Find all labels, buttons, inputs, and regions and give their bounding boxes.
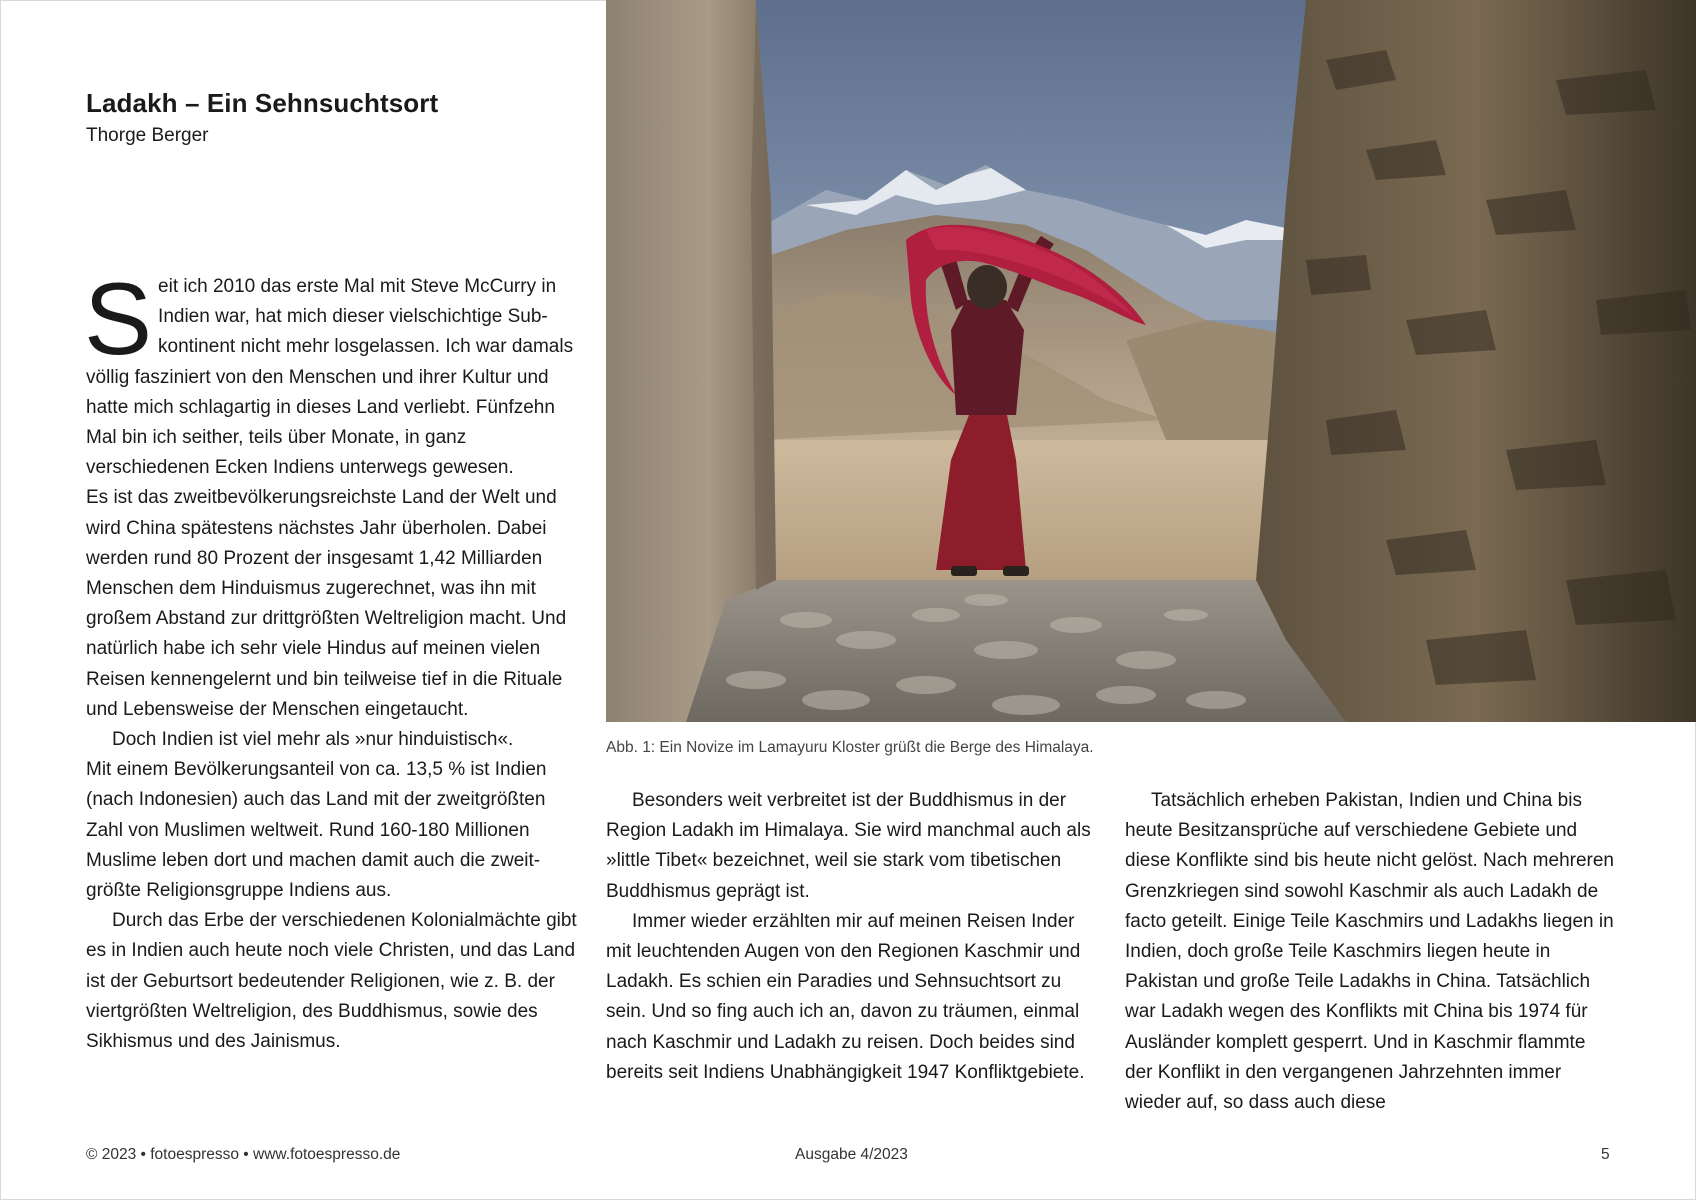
text-column-3 [1125, 786, 1615, 1118]
paragraph-1 [84, 262, 578, 483]
paragraph-3: Doch Indien ist viel mehr als »nur hinduistisch«. [112, 729, 514, 751]
figure-caption: Abb. 1: Ein Novize im Lamayuru Kloster grüßt die Berge des Himalaya. [606, 739, 1094, 756]
paragraph-7: Immer wieder erzählten mir auf meinen Reisen Inder mit leuchtenden Augen von den Regionen Kaschmir und Ladakh. Es schien ein Paradies und Sehnsuchtsort zu sein. Und so fing auch ich an, davon zu träumen, einmal nach Kaschmir und Ladakh zu reisen. Doch beides sind bereits seit Indiens Unabhängigkeit 1947 Konfliktgebiete. [606, 910, 1085, 1083]
article-title: Ladakh – Ein Sehnsuchtsort [86, 88, 439, 118]
paragraph-6: Besonders weit verbreitet ist der Buddhismus in der Region Ladakh im Himalaya. Sie wird manchmal auch als »little Tibet« bezeichnet, weil sie stark vom tibetischen Buddhismus geprägt ist. [606, 790, 1091, 902]
paragraph-8: Tatsächlich erheben Pakistan, Indien und China bis heute Besitzansprüche auf verschiedene Gebiete und diese Konflikte sind bis heute nicht gelöst. Nach mehreren Grenzkriegen sind sowohl Kaschmir als auch Ladakh de facto geteilt. Einige Teile Kaschmirs und Ladakhs liegen in Indien, doch große Teile Kaschmirs liegen heute in Pakistan und große Teile Ladakhs in China. Tatsächlich war Ladakh wegen des Konflikts mit China bis 1974 für Ausländer komplett gesperrt. Und in Kaschmir flammte der Konflikt in den vergangenen Jahrzehnten immer wieder auf, so dass auch diese [1125, 790, 1614, 1114]
drop-cap: S [84, 262, 153, 376]
footer-copyright: © 2023 • fotoespresso • www.fotoespresso.de [86, 1146, 401, 1163]
paragraph-4: Mit einem Bevölkerungsanteil von ca. 13,5 % ist Indien (nach Indonesien) auch das Land mit der zweitgrößten Zahl von Muslimen weltweit. Rund 160-180 Millionen Muslime leben dort und machen damit auch die zweitgrößte Religionsgruppe Indiens aus. [86, 759, 547, 902]
monk-photo [606, 0, 1696, 722]
page-number: 5 [1601, 1146, 1610, 1163]
paragraph-5: Durch das Erbe der verschiedenen Kolonialmächte gibt es in Indien auch heute noch viele Christen, und das Land ist der Geburtsort bedeutender Religionen, wie z. B. der viertgrößten Weltreligion, des Buddhismus, sowie des Sikhismus und des Jainismus. [86, 910, 577, 1053]
paragraph-2: Es ist das zweitbevölkerungsreichste Land der Welt und wird China spätestens nächstes Jahr überholen. Dabei werden rund 80 Prozent der insgesamt 1,42 Milliarden Menschen dem Hinduismus zugerechnet, was ihn mit großem Abstand zur drittgrößten Weltreligion macht. Und natürlich habe ich sehr viele Hindus auf meinen vielen Reisen kennengelernt und bin teilweise tief in die Rituale und Lebensweise der Menschen eingetaucht. [86, 487, 567, 720]
monk-photo-illustration [606, 0, 1696, 722]
footer-issue: Ausgabe 4/2023 [795, 1146, 908, 1163]
text-column-1 [84, 262, 578, 1057]
article-author: Thorge Berger [86, 125, 209, 146]
paragraph-1-text: eit ich 2010 das erste Mal mit Steve McCurry in Indien war, hat mich dieser vielschichtige Subkontinent nicht mehr losgelassen. Ich war damals völlig fasziniert von den Menschen und ihrer Kultur und hatte mich schlagartig in dieses Land verliebt. Fünfzehn Mal bin ich seither, teils über Monate, in ganz verschiedenen Ecken Indiens unterwegs gewesen. [86, 276, 574, 479]
text-column-2 [606, 786, 1092, 1088]
